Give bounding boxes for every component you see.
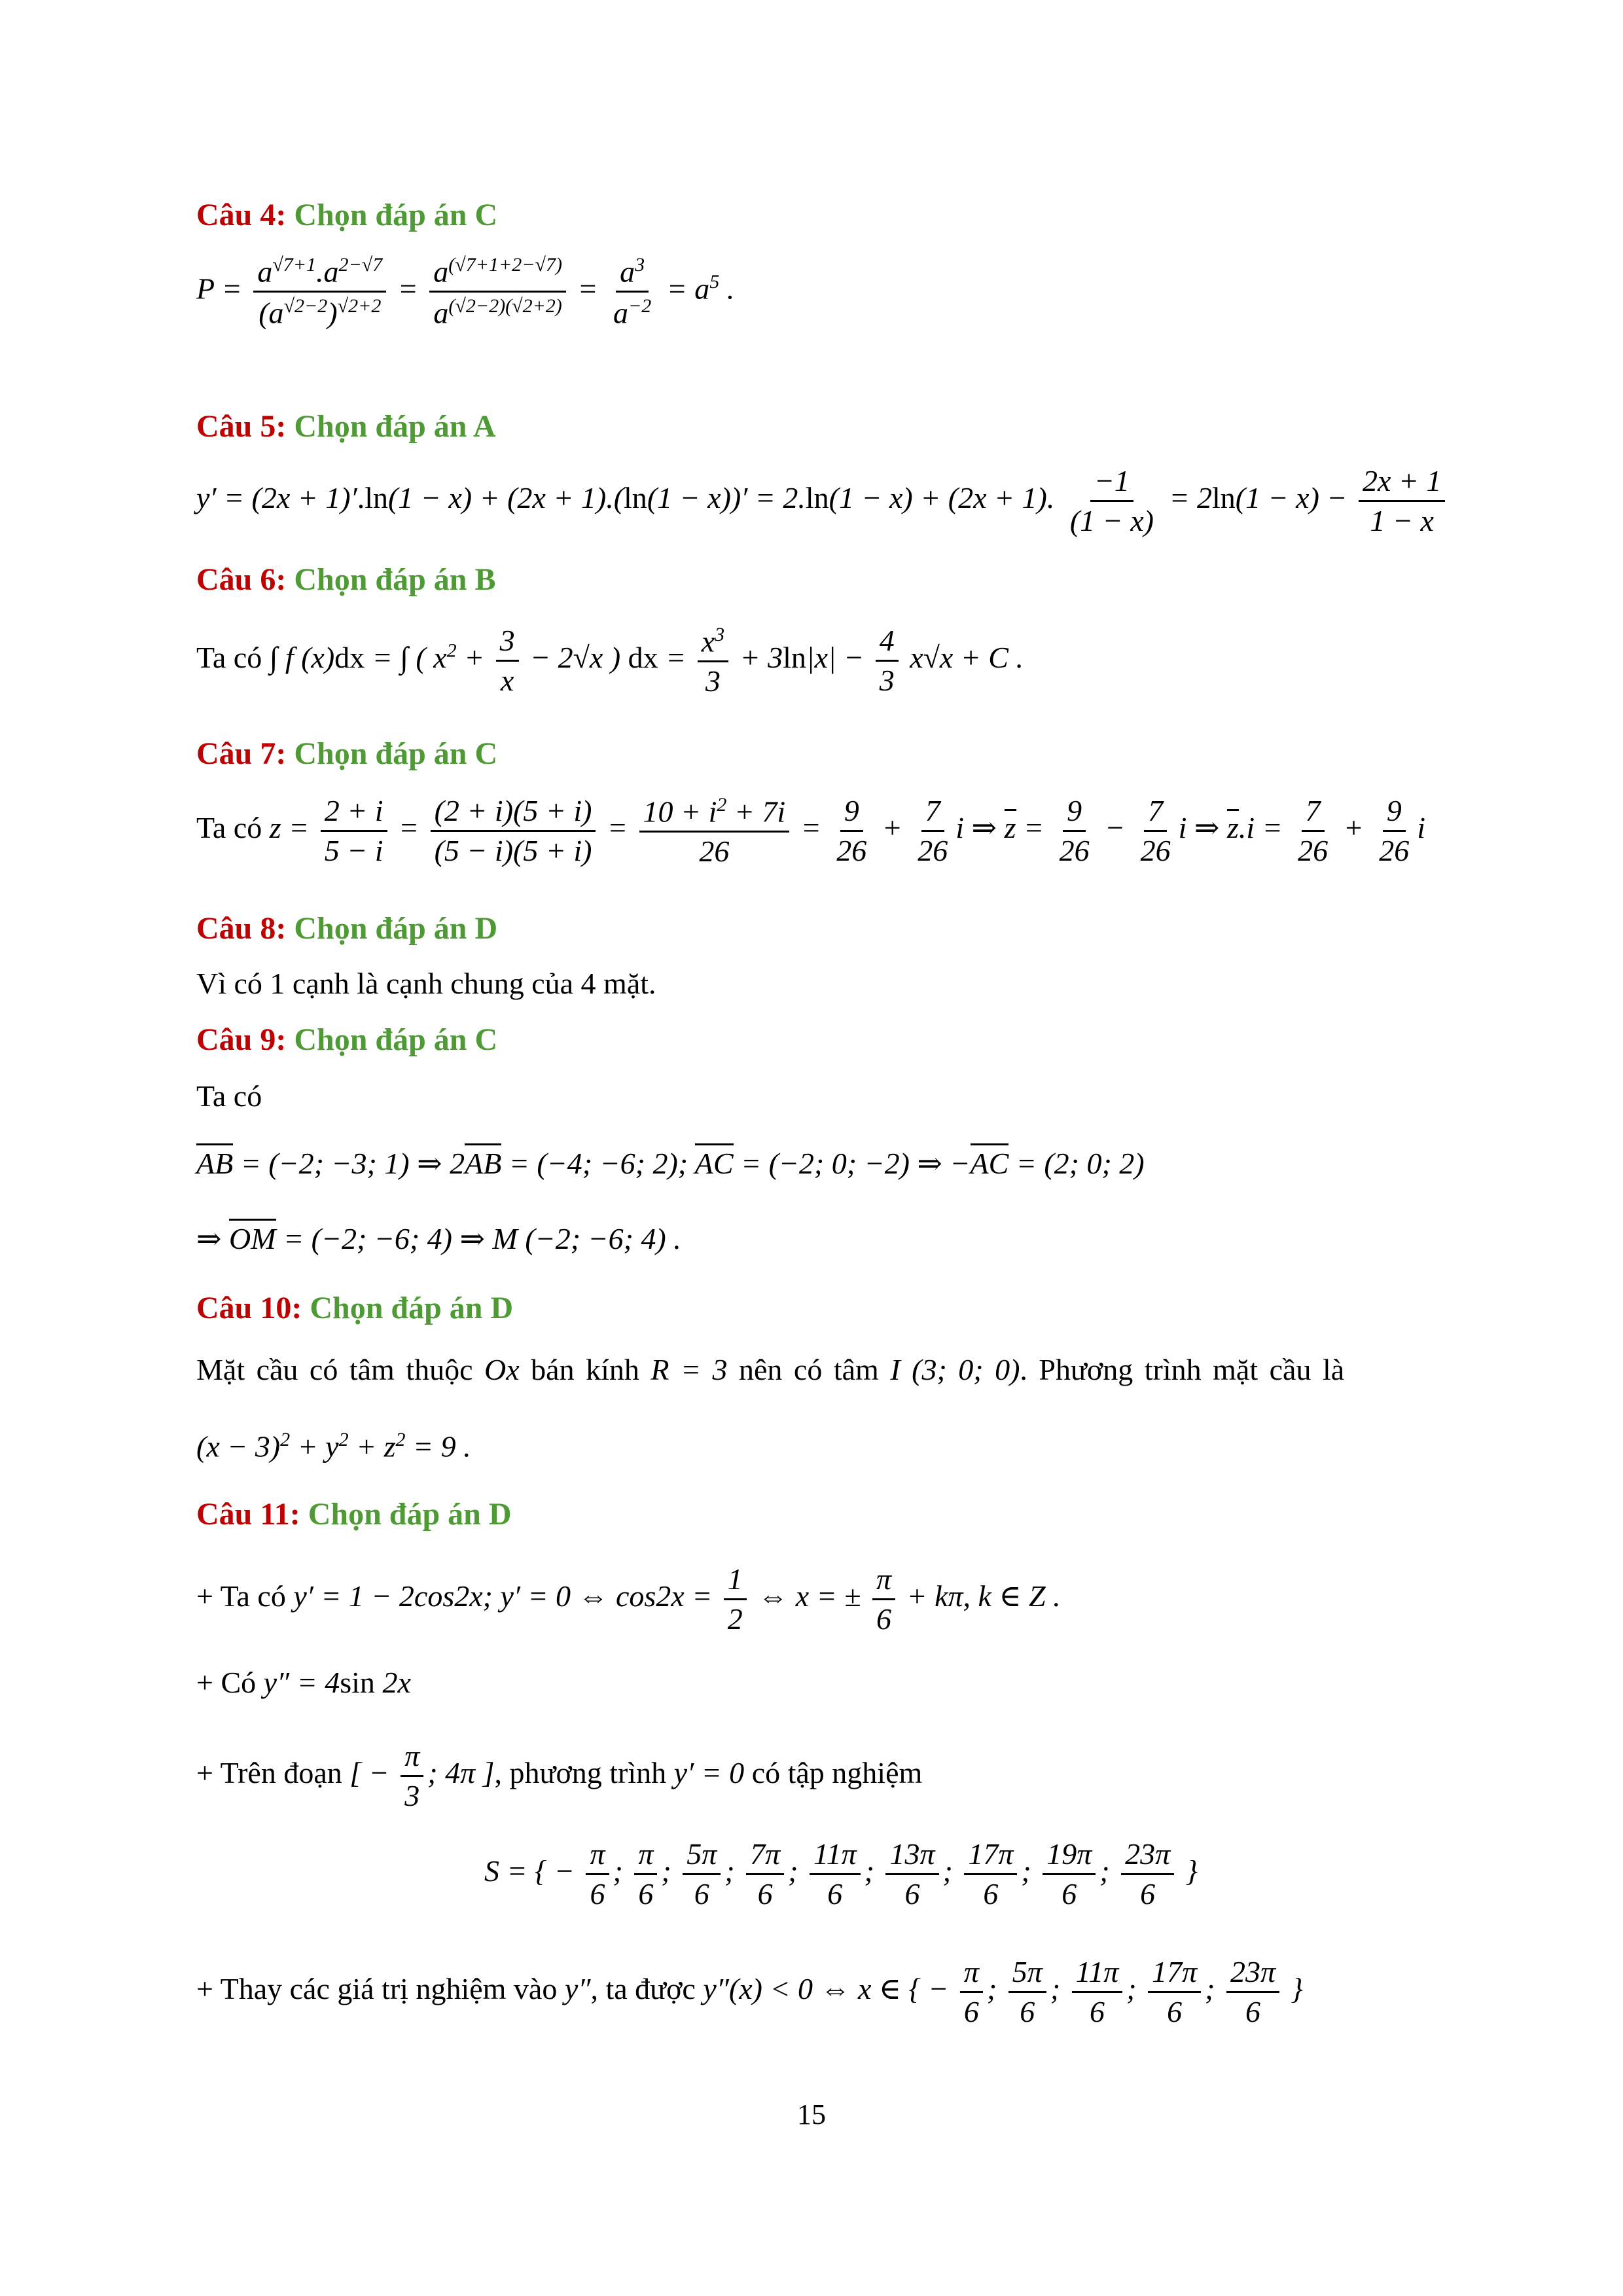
question-6-formula: Ta có ∫ f (x)dx = ∫ ( $x^2$ + $\frac{3}{x}$ − 2√x ) dx = $\frac{x^3}{3}$ + 3ln|x| − $\frac{4}{3}$ x√x + C . <box>196 624 1024 698</box>
answer-choice: Chọn đáp án B <box>294 562 496 597</box>
question-7-heading <box>196 738 497 770</box>
question-label: Câu 9: <box>196 1022 287 1057</box>
text-segment: , ta được <box>590 1972 696 2006</box>
question-label: Câu 7: <box>196 736 287 771</box>
question-11-line-5: + Thay các giá trị nghiệm vào y″, ta được y″(x) < 0 ⇔ x ∈ { − $\frac{\pi}{6}$ ; $\frac{5\pi}{6}$ ; $\frac{11\pi}{6}$ ; $\frac{17\pi}{6}$ ; $\frac{23\pi}{6}$ } <box>196 1955 1303 2028</box>
question-label: Câu 6: <box>196 562 287 597</box>
answer-choice: Chọn đáp án C <box>294 198 498 232</box>
question-9-heading <box>196 1024 497 1056</box>
text-segment: + Trên đoạn <box>196 1756 342 1790</box>
question-11-line-3: + Trên đoạn [ − $\frac{\pi}{3}$ ; 4π ], phương trình y′ = 0 có tập nghiệm <box>196 1739 923 1812</box>
answer-choice: Chọn đáp án D <box>294 911 498 946</box>
text-segment: + Có <box>196 1666 257 1699</box>
question-5-heading <box>196 411 496 442</box>
question-8-heading <box>196 913 497 944</box>
question-10-heading <box>196 1293 513 1324</box>
question-label: Câu 11: <box>196 1497 300 1532</box>
question-9-intro: Ta có <box>196 1079 262 1113</box>
text-segment: . Phương trình mặt cầu là <box>1020 1353 1345 1386</box>
question-label: Câu 5: <box>196 409 287 444</box>
question-11-line-2: + Có y″ = 4sin 2x <box>196 1666 411 1699</box>
question-label: Câu 8: <box>196 911 287 946</box>
question-4-formula: P = $\frac{a^{√7+1}.a^{2-√7}}{(a^{√2-2})^{√2+2}}$ = $\frac{a^{(√7+1+2-√7)}}{a^{(√2-2)(√2+2)}}$ = $\frac{a^3}{a^{-2}}$ = $a^5$ . <box>196 254 735 330</box>
answer-choice: Chọn đáp án A <box>294 409 496 444</box>
text-segment: + Ta có <box>196 1579 286 1613</box>
text-segment: , phương trình <box>494 1756 667 1790</box>
text-segment: nên có tâm <box>739 1353 879 1386</box>
page-number: 15 <box>797 2098 826 2130</box>
answer-choice: Chọn đáp án C <box>294 1022 498 1057</box>
text-segment: Mặt cầu có tâm thuộc <box>196 1353 473 1386</box>
question-10-line-2: $(x - 3)^2 + y^2 + z^2 = 9$ . <box>196 1429 471 1463</box>
text-segment: bán kính <box>531 1353 639 1386</box>
intro-text: Ta có <box>196 811 262 845</box>
question-11-heading <box>196 1499 512 1530</box>
question-9-formula-2: ⇒ OM = (−2; −6; 4) ⇒ M (−2; −6; 4) . <box>196 1224 681 1254</box>
answer-choice: Chọn đáp án D <box>310 1291 514 1325</box>
text-segment: có tập nghiệm <box>751 1756 923 1790</box>
question-6-heading <box>196 564 496 596</box>
question-10-line-1: Mặt cầu có tâm thuộc Ox bán kính R = 3 nên có tâm I (3; 0; 0). Phương trình mặt cầu là <box>196 1353 1345 1386</box>
intro-text: Ta có <box>196 641 262 675</box>
answer-choice: Chọn đáp án C <box>294 736 498 771</box>
question-label: Câu 10: <box>196 1291 302 1325</box>
question-4-heading <box>196 200 497 231</box>
question-9-formula-1: AB = (−2; −3; 1) ⇒ 2AB = (−4; −6; 2); AC = (−2; 0; −2) ⇒ −AC = (2; 0; 2) <box>196 1149 1145 1179</box>
question-7-formula: Ta có z = $\frac{2 + i}{5 - i}$ = $\frac{(2 + i)(5 + i)}{(5 - i)(5 + i)}$ = $\frac{10 + i^2 + 7i}{26}$ = $\frac{9}{26}$ + $\frac{7}{26}$ i ⇒ z = $\frac{9}{26}$ − $\frac{7}{26}$ i ⇒ z.i = $\frac{7}{26}$ + $\frac{9}{26}$ i <box>196 794 1425 869</box>
text-segment: + Thay các giá trị nghiệm vào <box>196 1972 558 2006</box>
question-5-formula: y′ = (2x + 1)′.ln(1 − x) + (2x + 1).(ln(1 − x))′ = 2.ln(1 − x) + (2x + 1). $\frac{-1}{(1 - x)}$ = 2ln(1 − x) − $\frac{2x + 1}{1 - x}$ <box>196 466 1449 536</box>
answer-choice: Chọn đáp án D <box>308 1497 512 1532</box>
question-11-line-1: + Ta có y′ = 1 − 2cos2x; y′ = 0 ⇔ cos2x = $\frac{1}{2}$ ⇔ x = ± $\frac{\pi}{6}$ + kπ, k ∈ Z . <box>196 1562 1061 1636</box>
question-11-solution-set: S = { − $\frac{\pi}{6}$ ; $\frac{\pi}{6}$ ; $\frac{5\pi}{6}$ ; $\frac{7\pi}{6}$ ; $\frac{11\pi}{6}$ ; $\frac{13\pi}{6}$ ; $\frac{17\pi}{6}$ ; $\frac{19\pi}{6}$ ; $\frac{23\pi}{6}$ } <box>484 1837 1198 1910</box>
question-label: Câu 4: <box>196 198 287 232</box>
question-8-reason: Vì có 1 cạnh là cạnh chung của 4 mặt. <box>196 967 656 1000</box>
